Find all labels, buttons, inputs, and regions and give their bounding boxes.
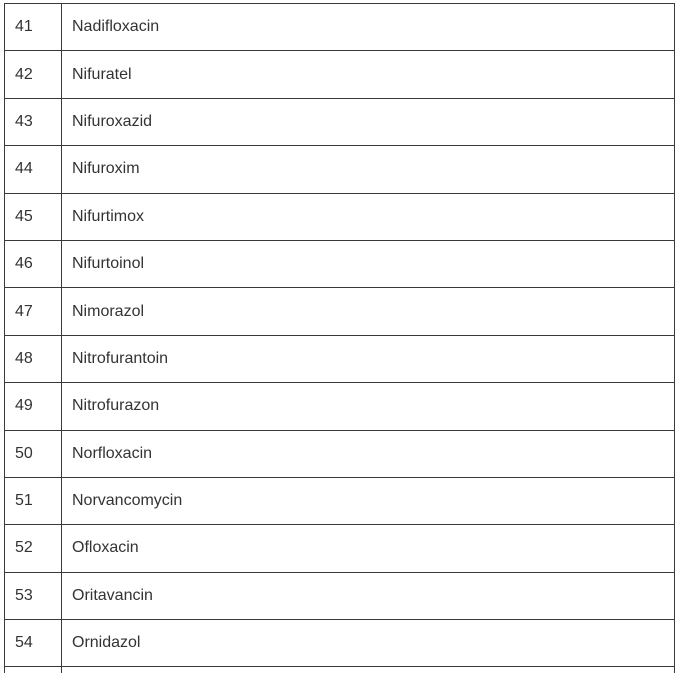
row-number-cell: 46: [5, 240, 62, 287]
table-row: [5, 193, 675, 240]
drug-name-cell: Nitrofurazon: [62, 383, 675, 430]
table-row-partial: [5, 667, 675, 673]
row-number-cell: [5, 667, 62, 673]
drug-name-cell: Nifurtimox: [62, 193, 675, 240]
table-row: [5, 430, 675, 477]
row-number-cell: 52: [5, 525, 62, 572]
row-number-cell: 45: [5, 193, 62, 240]
table-row: [5, 4, 675, 51]
drug-name-cell: Ornidazol: [62, 620, 675, 667]
table-row: [5, 335, 675, 382]
table-body: [5, 4, 675, 673]
row-number-cell: 47: [5, 288, 62, 335]
row-number-cell: 43: [5, 98, 62, 145]
table-row: [5, 146, 675, 193]
table-row: [5, 383, 675, 430]
table-row: [5, 572, 675, 619]
drug-table-container: [4, 3, 674, 673]
drug-name-cell: Ofloxacin: [62, 525, 675, 572]
table-row: [5, 477, 675, 524]
drug-name-cell: Nimorazol: [62, 288, 675, 335]
row-number-cell: 49: [5, 383, 62, 430]
drug-name-cell: Nifuratel: [62, 51, 675, 98]
drug-name-cell: Nifuroxazid: [62, 98, 675, 145]
drug-name-cell: Norfloxacin: [62, 430, 675, 477]
table-row: [5, 620, 675, 667]
row-number-cell: 51: [5, 477, 62, 524]
row-number-cell: 42: [5, 51, 62, 98]
drug-name-cell: Nitrofurantoin: [62, 335, 675, 382]
drug-name-cell: Nadifloxacin: [62, 4, 675, 51]
row-number-cell: 53: [5, 572, 62, 619]
drug-name-cell: Norvancomycin: [62, 477, 675, 524]
row-number-cell: 44: [5, 146, 62, 193]
drug-table: [4, 3, 675, 673]
row-number-cell: 48: [5, 335, 62, 382]
row-number-cell: 50: [5, 430, 62, 477]
row-number-cell: 54: [5, 620, 62, 667]
drug-name-cell: Nifurtoinol: [62, 240, 675, 287]
table-row: [5, 525, 675, 572]
table-row: [5, 51, 675, 98]
table-row: [5, 240, 675, 287]
drug-name-cell: [62, 667, 675, 673]
drug-name-cell: Nifuroxim: [62, 146, 675, 193]
drug-name-cell: Oritavancin: [62, 572, 675, 619]
table-row: [5, 98, 675, 145]
row-number-cell: 41: [5, 4, 62, 51]
table-row: [5, 288, 675, 335]
